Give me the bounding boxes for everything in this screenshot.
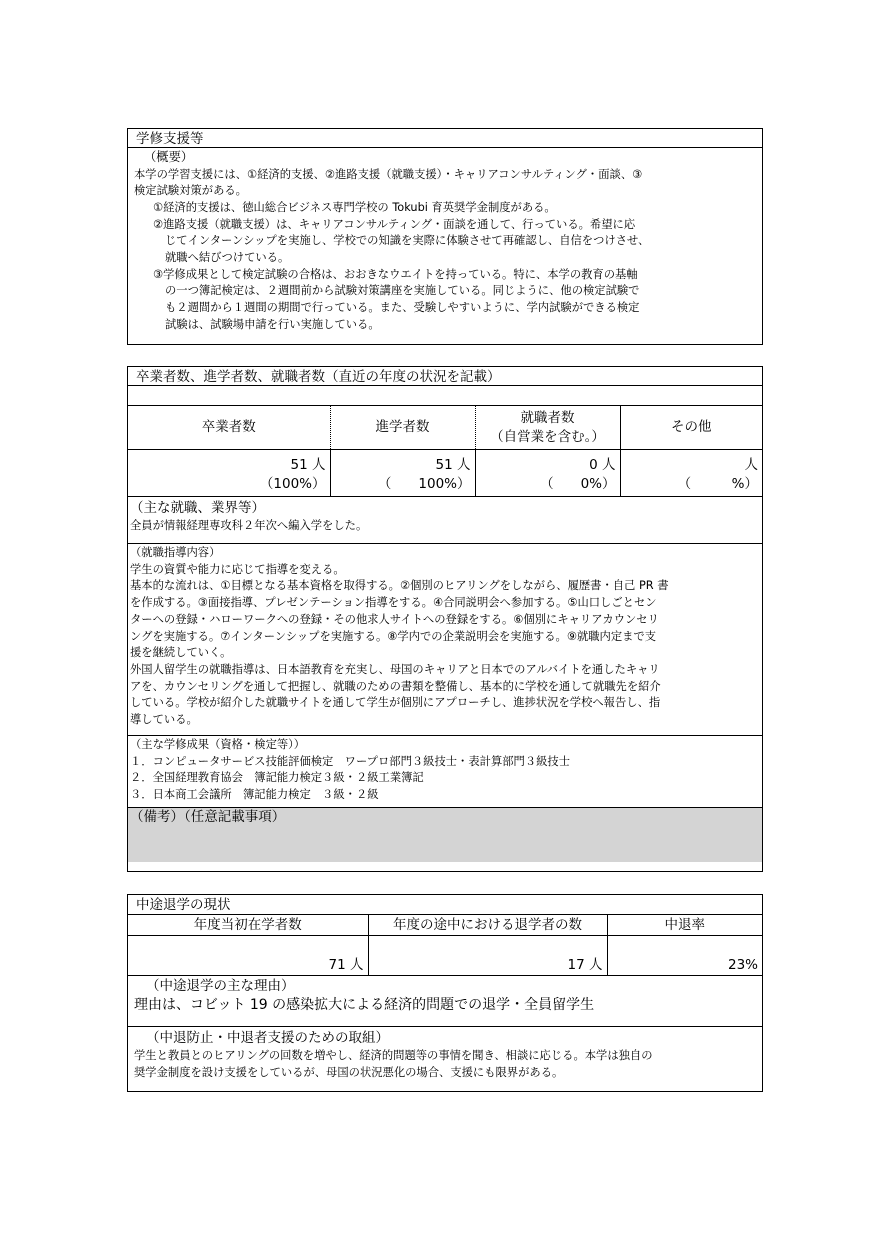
guidance-line-1: 学生の資質や能力に応じて指導を変える。 [130,562,345,576]
remarks-label: （備考）（任意記載事項） [130,809,286,825]
graduates-spacer-row [128,386,762,406]
guidance-line-3: を作成する。③面接指導、プレゼンテーション指導をする。④合同説明会へ参加する。⑤山口しごとセン [130,596,657,610]
support-item-exam-1: ③学修成果として検定試験の合格は、おおきなウエイトを持っている。特に、本学の教育の基軸 [153,267,638,281]
graduates-pct: （100%） [259,476,326,492]
guidance-line-6: 援を継続していく。 [130,646,232,660]
main-jobs-text: 全員が情報経理専攻科２年次へ編入学をした。 [130,519,368,532]
study-support-title: 学修支援等 [128,129,762,148]
employed-count: 0 人 [589,457,616,473]
prevention-line-1: 学生と教員とのヒアリングの回数を増やし、経済的問題等の事情を聞き、相談に応じる。本学は独自の [134,1049,653,1062]
header-further-study: 進学者数 [330,406,475,449]
achievement-item-3: ３．日本商工会議所 簿記能力検定 ３級・２級 [130,788,379,802]
graduates-count: 51 人 [290,457,326,473]
value-graduates [128,450,330,496]
guidance-line-7: 外国人留学生の就職指導は、日本語教育を充実し、母国のキャリアと日本でのアルバイトを通したキャリ [130,662,660,676]
further-count: 51 人 [435,457,471,473]
support-item-career-3: 就職へ結びつけている。 [165,251,290,265]
other-pct: （ %） [677,476,758,492]
value-enrolled: 71 人 [128,936,368,975]
guidance-line-9: している。学校が紹介した就職サイトを通して学生が個別にアプローチし、進捗状況を学校へ報告し、指 [130,696,661,710]
dropout-values-table [128,936,762,975]
prevention-line-2: 奨学金制度を設け支援をしているが、母国の状況悪化の場合、支援にも限界がある。 [134,1065,564,1079]
dropout-title: 中途退学の現状 [128,895,762,915]
header-employed [475,406,620,449]
main-jobs-label: （主な就職、業界等） [130,500,265,516]
support-item-exam-2: の一つ簿記検定は、２週間前から試験対策講座を実施している。同じように、他の検定試験で [165,284,640,298]
overview-label: （概要） [144,150,194,164]
overview-text-2: 検定試験対策がある。 [134,184,247,198]
guidance-line-10: 導している。 [130,713,198,727]
support-item-career-1: ②進路支援（就職支援）は、キャリアコンサルティング・面談を通して、行っている。希望に応 [153,217,636,231]
other-count: 人 [744,457,758,473]
header-employed-line1: 就職者数 [520,409,575,426]
guidance-line-4: ターへの登録・ハローワークへの登録・その他求人サイトへの登録をする。⑥個別にキャリアカウンセリ [130,612,659,626]
support-item-career-2: じてインターンシップを実施し、学校での知識を実際に体験させて再確認し、自信をつけさせ、 [165,234,650,248]
achievement-item-1: １．コンピュータサービス技能評価検定 ワープロ部門３級技士・表計算部門３級技士 [130,754,571,768]
dropout-reason-label: （中途退学の主な理由） [146,978,295,994]
header-enrolled: 年度当初在学者数 [128,915,368,935]
dropout-section [127,894,763,1092]
graduates-title: 卒業者数、進学者数、就職者数（直近の年度の状況を記載） [128,367,762,386]
graduates-section [127,366,763,872]
prevention-label: （中退防止・中退者支援のための取組） [146,1030,389,1046]
header-other: その他 [671,419,712,435]
header-employed-line2: （自営業を含む。） [490,428,605,445]
value-dropouts: 17 人 [368,936,607,975]
guidance-line-5: ングを実施する。⑦インターンシップを実施する。⑧学内での企業説明会を実施する。⑨就職内定まで支 [130,629,657,643]
dropout-reason-text: 理由は、コビット 19 の感染拡大による経済的問題での退学・全員留学生 [134,997,595,1013]
guidance-line-8: アを、カウンセリングを通して把握し、就職のための書類を整備し、基本的に学校を通して就職先を紹介 [130,679,661,693]
guidance-line-2: 基本的な流れは、①目標となる基本資格を取得する。②個別のヒアリングをしながら、履歴書・自己 PR 書 [130,579,669,593]
value-further-study [330,450,475,496]
employed-pct: （ 0%） [540,476,616,492]
header-rate: 中退率 [664,916,705,933]
value-rate: 23% [727,957,758,973]
header-dropouts: 年度の途中における退学者の数 [368,915,607,935]
support-item-economic: ①経済的支援は、徳山総合ビジネス専門学校の Tokubi 育英奨学金制度がある。 [153,200,556,214]
remarks-area [128,808,762,862]
achievement-item-2: ２．全国経理教育協会 簿記能力検定３級・２級工業簿記 [130,771,424,785]
header-graduates: 卒業者数 [128,406,330,449]
further-pct: （ 100%） [377,476,471,492]
guidance-label: （就職指導内容） [130,546,221,559]
value-employed [475,450,620,496]
achievements-label: （主な学修成果（資格・検定等）） [130,738,306,751]
overview-text-1: 本学の学習支援には、①経済的支援、②進路支援（就職支援）・キャリアコンサルティング・面談、③ [134,167,643,181]
study-support-section [127,128,763,345]
graduates-header-table [128,406,762,449]
support-item-exam-4: 試験は、試験場申請を行い実施している。 [165,317,380,331]
dropout-header-table [128,915,762,935]
value-other [620,450,762,496]
support-item-exam-3: も２週間から１週間の期間で行っている。また、受験しやすいように、学内試験ができる検定 [165,301,640,315]
graduates-values-table [128,450,762,496]
